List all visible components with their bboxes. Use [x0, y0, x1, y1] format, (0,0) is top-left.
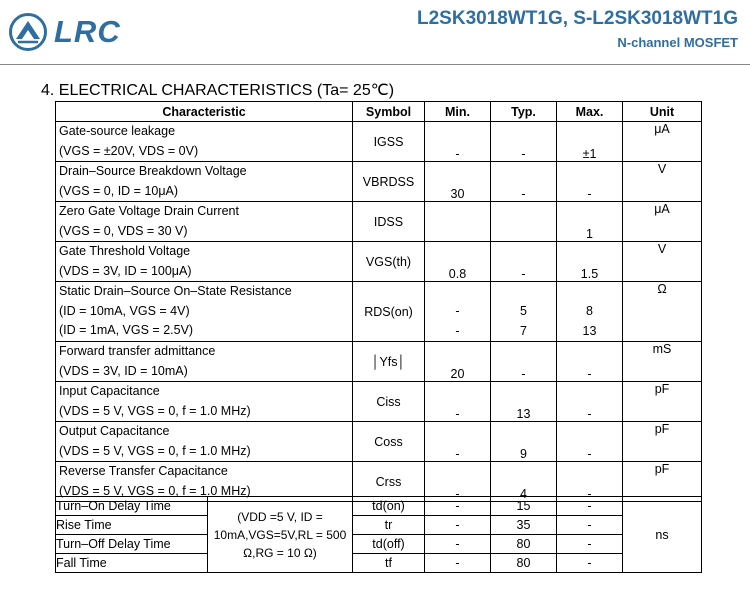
- table-row-fall-time: [56, 554, 702, 573]
- unit-cell: μA: [623, 122, 702, 162]
- min-cell: -: [425, 382, 491, 422]
- characteristic-name: Forward transfer admittance: [59, 344, 216, 358]
- symbol-cell: VGS(th): [353, 242, 425, 282]
- header-divider: [0, 64, 750, 65]
- symbol-cell: IDSS: [353, 202, 425, 242]
- test-condition: (VDS = 5 V, VGS = 0, f = 1.0 MHz): [59, 403, 251, 418]
- typ-cell: 9: [491, 422, 557, 462]
- typ-cell: -: [491, 162, 557, 202]
- characteristic-name: Fall Time: [56, 554, 208, 573]
- typ-value: 5: [520, 304, 527, 318]
- symbol-cell: td(off): [353, 535, 425, 554]
- typ-cell: -: [491, 242, 557, 282]
- typ-cell: 35: [491, 516, 557, 535]
- table-row-on-resistance: [56, 282, 702, 342]
- unit-cell: Ω: [623, 282, 702, 342]
- table-row-turn-on-delay: [56, 497, 702, 516]
- header-unit: Unit: [623, 102, 702, 122]
- unit-cell: μA: [623, 202, 702, 242]
- section-title: 4. ELECTRICAL CHARACTERISTICS (Ta= 25℃): [41, 82, 395, 99]
- test-condition: (VDS = 5 V, VGS = 0, f = 1.0 MHz): [59, 483, 251, 498]
- unit-cell: pF: [623, 422, 702, 462]
- typ-cell: 80: [491, 535, 557, 554]
- electrical-characteristics-body: [55, 121, 702, 502]
- max-cell: -: [557, 554, 623, 573]
- test-condition: (VGS = 0, ID = 10μA): [59, 183, 179, 198]
- logo-text: LRC: [54, 14, 121, 49]
- max-cell: -: [557, 516, 623, 535]
- table-row-transfer-admittance: [56, 342, 702, 382]
- characteristic-name: Output Capacitance: [59, 424, 170, 438]
- characteristic-name: Input Capacitance: [59, 384, 160, 398]
- typ-cell: [491, 282, 557, 342]
- max-cell: ±1: [557, 122, 623, 162]
- typ-cell: 80: [491, 554, 557, 573]
- electrical-characteristics-table: [55, 101, 702, 122]
- device-type-subtitle: N-channel MOSFET: [617, 35, 738, 50]
- symbol-cell: IGSS: [353, 122, 425, 162]
- max-cell: -: [557, 497, 623, 516]
- typ-cell: 13: [491, 382, 557, 422]
- max-cell: 1: [557, 202, 623, 242]
- typ-cell: -: [491, 342, 557, 382]
- company-logo: [8, 10, 148, 54]
- max-cell: -: [557, 342, 623, 382]
- table-row-rise-time: [56, 516, 702, 535]
- symbol-cell: tr: [353, 516, 425, 535]
- header-symbol: Symbol: [353, 102, 425, 122]
- max-cell: 1.5: [557, 242, 623, 282]
- header-min: Min.: [425, 102, 491, 122]
- max-cell: -: [557, 162, 623, 202]
- symbol-cell: Crss: [353, 462, 425, 502]
- typ-cell: [491, 202, 557, 242]
- min-cell: -: [425, 497, 491, 516]
- min-cell: 30: [425, 162, 491, 202]
- unit-cell: pF: [623, 382, 702, 422]
- typ-cell: -: [491, 122, 557, 162]
- min-cell: -: [425, 535, 491, 554]
- typ-value: 7: [520, 323, 527, 338]
- table-header-row: [56, 102, 702, 122]
- switching-test-condition: (VDD =5 V, ID = 10mA,VGS=5V,RL = 500 Ω,RG = 10 Ω): [208, 497, 353, 573]
- min-cell: [425, 282, 491, 342]
- symbol-cell: RDS(on): [353, 282, 425, 342]
- max-cell: -: [557, 462, 623, 502]
- max-cell: [557, 282, 623, 342]
- characteristic-name: Zero Gate Voltage Drain Current: [59, 204, 239, 218]
- part-number-title: L2SK3018WT1G, S-L2SK3018WT1G: [417, 8, 738, 29]
- max-cell: -: [557, 535, 623, 554]
- symbol-cell: VBRDSS: [353, 162, 425, 202]
- table-row-breakdown-voltage: [56, 162, 702, 202]
- characteristic-name: Gate Threshold Voltage: [59, 244, 191, 258]
- unit-cell: ns: [623, 497, 702, 573]
- header-max: Max.: [557, 102, 623, 122]
- test-condition: (VDS = 3V, ID = 10mA): [59, 363, 188, 378]
- min-cell: 0.8: [425, 242, 491, 282]
- unit-cell: V: [623, 242, 702, 282]
- test-condition: (ID = 10mA, VGS = 4V): [59, 303, 190, 318]
- symbol-cell: │Yfs│: [353, 342, 425, 382]
- unit-cell: V: [623, 162, 702, 202]
- test-condition: (VDS = 5 V, VGS = 0, f = 1.0 MHz): [59, 443, 251, 458]
- max-value: 13: [582, 323, 597, 338]
- unit-cell: pF: [623, 462, 702, 502]
- min-cell: -: [425, 462, 491, 502]
- typ-cell: 4: [491, 462, 557, 502]
- characteristic-name: Static Drain–Source On–State Resistance: [59, 284, 292, 299]
- min-value: -: [455, 304, 460, 318]
- table-row-turn-off-delay: [56, 535, 702, 554]
- lrc-emblem-icon: [8, 12, 48, 52]
- min-cell: -: [425, 554, 491, 573]
- switching-characteristics-table: [55, 496, 702, 573]
- table-row-gate-source-leakage: [56, 122, 702, 162]
- table-row-threshold-voltage: [56, 242, 702, 282]
- header-characteristic: Characteristic: [56, 102, 353, 122]
- max-value: 8: [586, 304, 593, 318]
- table-row-drain-current: [56, 202, 702, 242]
- characteristic-name: Rise Time: [56, 516, 208, 535]
- symbol-cell: tf: [353, 554, 425, 573]
- test-condition: (VGS = ±20V, VDS = 0V): [59, 143, 199, 158]
- min-cell: 20: [425, 342, 491, 382]
- table-row-output-capacitance: [56, 422, 702, 462]
- min-cell: -: [425, 516, 491, 535]
- table-row-input-capacitance: [56, 382, 702, 422]
- symbol-cell: Ciss: [353, 382, 425, 422]
- min-cell: -: [425, 422, 491, 462]
- min-value: -: [455, 323, 460, 338]
- characteristic-name: Turn–On Delay Time: [56, 497, 208, 516]
- unit-cell: mS: [623, 342, 702, 382]
- test-condition: (ID = 1mA, VGS = 2.5V): [59, 323, 194, 338]
- max-cell: -: [557, 422, 623, 462]
- symbol-cell: Coss: [353, 422, 425, 462]
- min-cell: -: [425, 122, 491, 162]
- header-typ: Typ.: [491, 102, 557, 122]
- characteristic-name: Reverse Transfer Capacitance: [59, 464, 228, 478]
- typ-cell: 15: [491, 497, 557, 516]
- test-condition: (VDS = 3V, ID = 100μA): [59, 263, 192, 278]
- characteristic-name: Turn–Off Delay Time: [56, 535, 208, 554]
- symbol-cell: td(on): [353, 497, 425, 516]
- max-cell: -: [557, 382, 623, 422]
- min-cell: [425, 202, 491, 242]
- test-condition: (VGS = 0, VDS = 30 V): [59, 223, 188, 238]
- characteristic-name: Gate-source leakage: [59, 124, 176, 138]
- characteristic-name: Drain–Source Breakdown Voltage: [59, 164, 247, 178]
